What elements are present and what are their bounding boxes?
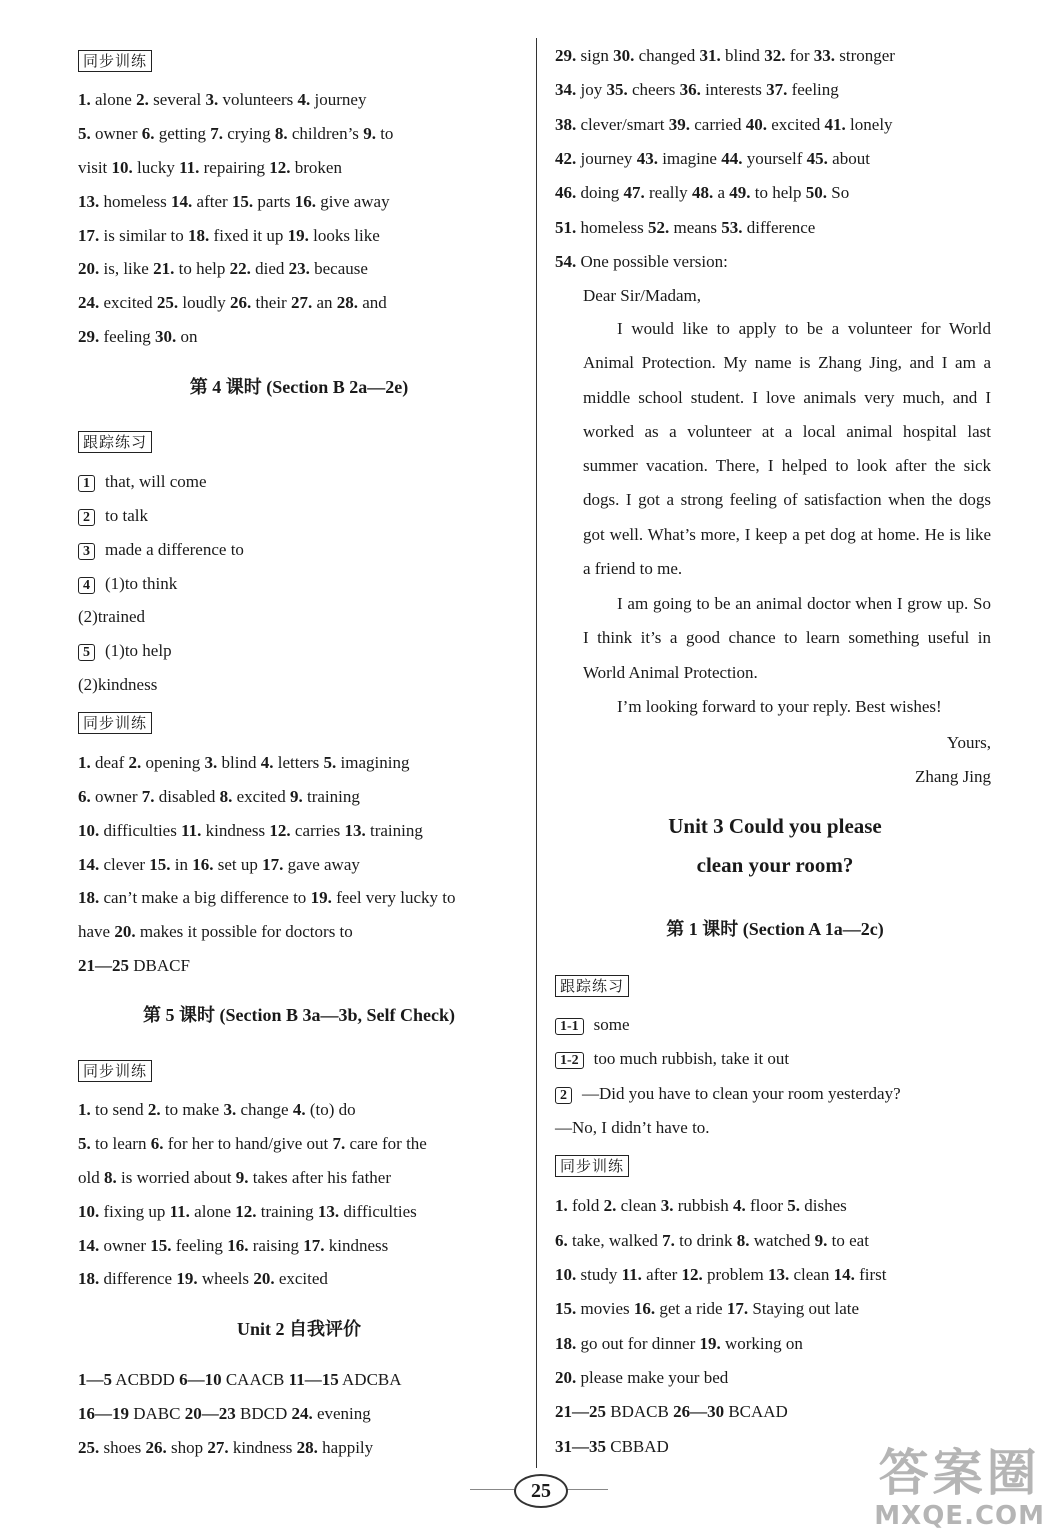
- watermark-cn: 答案圈: [878, 1444, 1041, 1502]
- answer-line: 16—19 DABC 20—23 BDCD 24. evening: [78, 1404, 371, 1423]
- section-tag: 跟踪练习: [78, 431, 152, 453]
- page-number-rule-left: [470, 1489, 514, 1490]
- question-number-box: 1-2: [555, 1052, 584, 1069]
- answer-line: 51. homeless 52. means 53. difference: [555, 218, 816, 237]
- unit-title: Unit 3 Could you please: [668, 814, 882, 838]
- answer-line: 21—25 BDACB 26—30 BCAAD: [555, 1402, 788, 1421]
- essay-paragraph: I’m looking forward to your reply. Best wishes!: [617, 697, 942, 716]
- question-number-box: 1-1: [555, 1018, 584, 1035]
- answer-line: 2 to talk: [78, 505, 148, 527]
- answer-line: 1. deaf 2. opening 3. blind 4. letters 5. imagining: [78, 753, 410, 772]
- answer-line: 10. difficulties 11. kindness 12. carries 13. training: [78, 821, 423, 840]
- section-tag: 跟踪练习: [555, 975, 629, 997]
- answer-line: 10. study 11. after 12. problem 13. clean 14. first: [555, 1265, 887, 1284]
- unit-title: clean your room?: [696, 853, 854, 877]
- answer-line: (2)trained: [78, 607, 146, 626]
- question-number-box: 4: [78, 577, 95, 594]
- lesson-heading: 第 5 课时 (Section B 3a—3b, Self Check): [143, 1005, 455, 1025]
- answer-line: 14. owner 15. feeling 16. raising 17. kindness: [78, 1236, 389, 1255]
- section-tag: 同步训练: [78, 50, 152, 72]
- answer-line: 1. to send 2. to make 3. change 4. (to) do: [78, 1100, 356, 1119]
- answer-line: 21—25 DBACF: [78, 956, 190, 975]
- lesson-heading: Unit 2 自我评价: [236, 1319, 361, 1339]
- question-number-box: 2: [555, 1087, 572, 1104]
- answer-line: old 8. is worried about 9. takes after his father: [78, 1168, 392, 1187]
- answer-line: 15. movies 16. get a ride 17. Staying out late: [555, 1299, 860, 1318]
- answer-line: 46. doing 47. really 48. a 49. to help 50. So: [555, 183, 850, 202]
- answer-line: 1 that, will come: [78, 471, 207, 493]
- answer-line: (2)kindness: [78, 675, 158, 694]
- answer-line: 34. joy 35. cheers 36. interests 37. feeling: [555, 80, 839, 99]
- page-number-rule-right: [564, 1489, 608, 1490]
- answer-line: 4 (1)to think: [78, 573, 177, 595]
- answer-line: 1-1 some: [555, 1014, 630, 1036]
- answer-line: 5 (1)to help: [78, 640, 172, 662]
- page-number: 25: [514, 1474, 568, 1508]
- answer-line: 1. alone 2. several 3. volunteers 4. journey: [78, 90, 367, 109]
- answer-line: 1. fold 2. clean 3. rubbish 4. floor 5. dishes: [555, 1196, 847, 1215]
- letter-signoff: Yours,: [946, 733, 991, 752]
- answer-line: 5. to learn 6. for her to hand/give out 7. care for the: [78, 1134, 427, 1153]
- answer-line: —No, I didn’t have to.: [555, 1118, 710, 1137]
- answer-line: 29. feeling 30. on: [78, 327, 198, 346]
- answer-line: 1—5 ACBDD 6—10 CAACB 11—15 ADCBA: [78, 1370, 402, 1389]
- answer-line: 10. fixing up 11. alone 12. training 13. difficulties: [78, 1202, 417, 1221]
- answer-line: 5. owner 6. getting 7. crying 8. children’s 9. to: [78, 124, 394, 143]
- answer-line: 18. difference 19. wheels 20. excited: [78, 1269, 328, 1288]
- column-divider: [536, 38, 537, 1468]
- essay-paragraph: I am going to be an animal doctor when I grow up. So I think it’s a good chance to learn something useful in World Animal Protection.: [583, 594, 991, 682]
- letter-signoff: Zhang Jing: [914, 767, 991, 786]
- answer-line: 17. is similar to 18. fixed it up 19. looks like: [78, 226, 380, 245]
- answer-line: 20. is, like 21. to help 22. died 23. because: [78, 259, 368, 278]
- answer-line: 6. owner 7. disabled 8. excited 9. training: [78, 787, 360, 806]
- section-tag: 同步训练: [555, 1155, 629, 1177]
- answer-line: 2 —Did you have to clean your room yesterday?: [555, 1083, 901, 1105]
- answer-line: 38. clever/smart 39. carried 40. excited 41. lonely: [555, 115, 893, 134]
- answer-line: 6. take, walked 7. to drink 8. watched 9. to eat: [555, 1231, 869, 1250]
- answer-line: 29. sign 30. changed 31. blind 32. for 33. stronger: [555, 46, 895, 65]
- answer-line: 13. homeless 14. after 15. parts 16. give away: [78, 192, 390, 211]
- section-tag: 同步训练: [78, 1060, 152, 1082]
- answer-line: Dear Sir/Madam,: [583, 286, 702, 305]
- answer-line: have 20. makes it possible for doctors to: [78, 922, 353, 941]
- answer-line: 31—35 CBBAD: [555, 1437, 669, 1456]
- answer-line: 18. go out for dinner 19. working on: [555, 1334, 803, 1353]
- answer-line: 20. please make your bed: [555, 1368, 729, 1387]
- lesson-heading: 第 4 课时 (Section B 2a—2e): [189, 377, 409, 397]
- answer-line: 1-2 too much rubbish, take it out: [555, 1048, 789, 1070]
- watermark-en: MXQE.COM: [874, 1501, 1045, 1531]
- question-number-box: 2: [78, 509, 95, 526]
- answer-line: 14. clever 15. in 16. set up 17. gave away: [78, 855, 360, 874]
- question-number-box: 5: [78, 644, 95, 661]
- section-tag: 同步训练: [78, 712, 152, 734]
- answer-line: visit 10. lucky 11. repairing 12. broken: [78, 158, 342, 177]
- question-number-box: 1: [78, 475, 95, 492]
- answer-line: 25. shoes 26. shop 27. kindness 28. happily: [78, 1438, 374, 1457]
- answer-line: 42. journey 43. imagine 44. yourself 45. about: [555, 149, 870, 168]
- answer-line: 54. One possible version:: [555, 252, 728, 271]
- watermark-logo: [874, 1445, 1045, 1531]
- answer-line: 3 made a difference to: [78, 539, 244, 561]
- question-number-box: 3: [78, 543, 95, 560]
- answer-line: 24. excited 25. loudly 26. their 27. an 28. and: [78, 293, 387, 312]
- essay-paragraph: I would like to apply to be a volunteer for World Animal Protection. My name is Zhang Jing, and I am a middle school student. I love animals very much, and I worked as a volunteer at a local animal hospital last summer vacation. There, I helped to look after the sick dogs. I got a strong feeling of satisfaction when the dogs got well. What’s more, I keep a pet dog at home. He is like a friend to me.: [583, 319, 991, 579]
- answer-line: 18. can’t make a big difference to 19. feel very lucky to: [78, 888, 456, 907]
- lesson-heading: 第 1 课时 (Section A 1a—2c): [666, 919, 884, 939]
